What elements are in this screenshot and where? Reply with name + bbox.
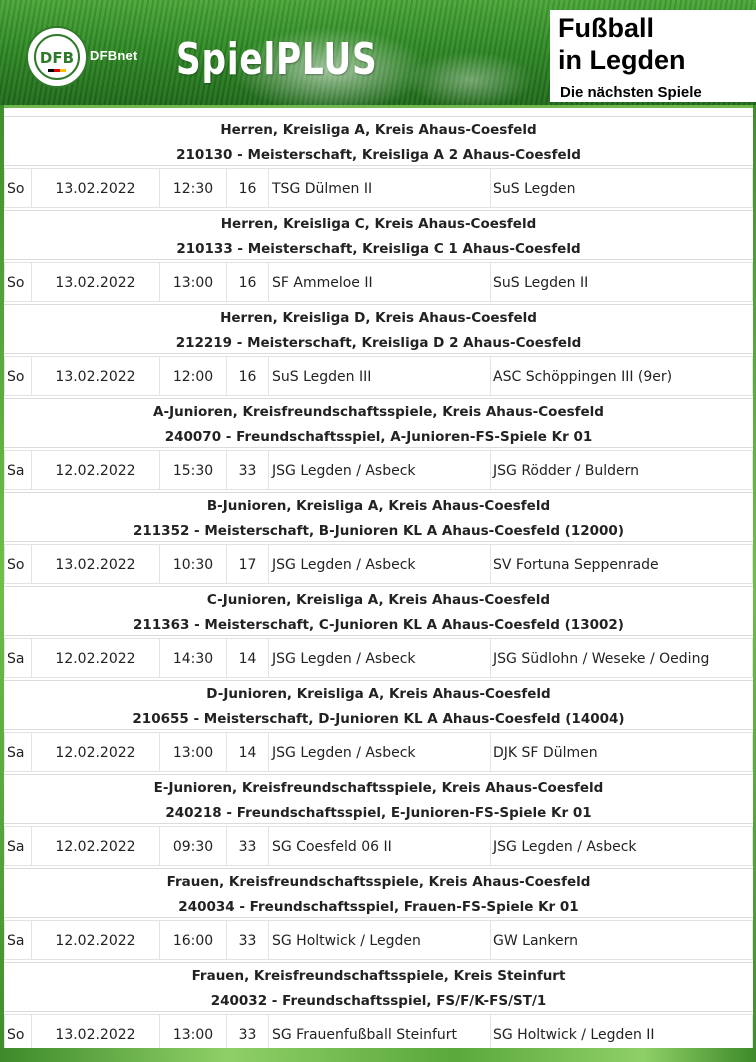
match-day: So bbox=[4, 544, 32, 584]
match-day: So bbox=[4, 262, 32, 302]
home-team: JSG Legden / Asbeck bbox=[269, 544, 491, 584]
competition-name: 210133 - Meisterschaft, Kreisliga C 1 Ahaus-Coesfeld bbox=[176, 241, 581, 257]
league-header bbox=[4, 962, 753, 1012]
home-team: JSG Legden / Asbeck bbox=[269, 450, 491, 490]
match-row[interactable] bbox=[4, 826, 753, 866]
dfbnet-label: DFBnet bbox=[90, 48, 138, 63]
dfb-logo[interactable] bbox=[28, 28, 86, 86]
away-team: GW Lankern bbox=[491, 920, 753, 960]
match-minutes: 16 bbox=[227, 356, 269, 396]
match-time: 13:00 bbox=[160, 1014, 227, 1054]
title-line-1: Fußball bbox=[558, 13, 654, 43]
home-team: SG Coesfeld 06 II bbox=[269, 826, 491, 866]
league-header bbox=[4, 210, 753, 260]
league-name: Frauen, Kreisfreundschaftsspiele, Kreis Ahaus-Coesfeld bbox=[166, 874, 591, 890]
league-header bbox=[4, 116, 753, 166]
match-minutes: 33 bbox=[227, 920, 269, 960]
match-date: 13.02.2022 bbox=[32, 356, 160, 396]
match-minutes: 14 bbox=[227, 638, 269, 678]
match-schedule bbox=[4, 116, 753, 1056]
league-header bbox=[4, 868, 753, 918]
away-team: JSG Rödder / Buldern bbox=[491, 450, 753, 490]
match-date: 13.02.2022 bbox=[32, 262, 160, 302]
league-header bbox=[4, 398, 753, 448]
league-header bbox=[4, 492, 753, 542]
away-team: SuS Legden II bbox=[491, 262, 753, 302]
logo-lettering: DFB bbox=[39, 49, 75, 67]
league-header bbox=[4, 774, 753, 824]
match-row[interactable] bbox=[4, 638, 753, 678]
home-team: JSG Legden / Asbeck bbox=[269, 638, 491, 678]
competition-name: 240034 - Freundschaftsspiel, Frauen-FS-Spiele Kr 01 bbox=[178, 899, 579, 915]
match-date: 13.02.2022 bbox=[32, 544, 160, 584]
match-time: 09:30 bbox=[160, 826, 227, 866]
match-time: 13:00 bbox=[160, 732, 227, 772]
match-date: 12.02.2022 bbox=[32, 920, 160, 960]
league-name: C-Junioren, Kreisliga A, Kreis Ahaus-Coesfeld bbox=[206, 592, 551, 608]
competition-name: 210130 - Meisterschaft, Kreisliga A 2 Ahaus-Coesfeld bbox=[176, 147, 581, 163]
match-date: 12.02.2022 bbox=[32, 732, 160, 772]
frame-bottom bbox=[0, 1048, 756, 1062]
league-name: B-Junioren, Kreisliga A, Kreis Ahaus-Coesfeld bbox=[206, 498, 551, 514]
league-header bbox=[4, 304, 753, 354]
away-team: ASC Schöppingen III (9er) bbox=[491, 356, 753, 396]
match-minutes: 14 bbox=[227, 732, 269, 772]
competition-name: 240070 - Freundschaftsspiel, A-Junioren-FS-Spiele Kr 01 bbox=[164, 429, 593, 445]
match-time: 13:00 bbox=[160, 262, 227, 302]
match-date: 13.02.2022 bbox=[32, 168, 160, 208]
spielplus-wordmark: SpielPLUS bbox=[176, 34, 378, 85]
match-date: 12.02.2022 bbox=[32, 450, 160, 490]
dfb-emblem-icon bbox=[31, 31, 83, 83]
title-line-2: in Legden bbox=[558, 45, 686, 75]
competition-name: 210655 - Meisterschaft, D-Junioren KL A Ahaus-Coesfeld (14004) bbox=[132, 711, 625, 727]
home-team: TSG Dülmen II bbox=[269, 168, 491, 208]
away-team: SuS Legden bbox=[491, 168, 753, 208]
match-day: Sa bbox=[4, 450, 32, 490]
match-row[interactable] bbox=[4, 450, 753, 490]
header-banner bbox=[0, 0, 756, 108]
match-row[interactable] bbox=[4, 262, 753, 302]
match-minutes: 16 bbox=[227, 168, 269, 208]
league-name: Herren, Kreisliga A, Kreis Ahaus-Coesfeld bbox=[220, 122, 537, 138]
away-team: JSG Legden / Asbeck bbox=[491, 826, 753, 866]
match-minutes: 16 bbox=[227, 262, 269, 302]
match-date: 13.02.2022 bbox=[32, 1014, 160, 1054]
league-name: Herren, Kreisliga D, Kreis Ahaus-Coesfeld bbox=[220, 310, 537, 326]
home-team: SG Holtwick / Legden bbox=[269, 920, 491, 960]
page-title bbox=[558, 12, 754, 76]
match-row[interactable] bbox=[4, 168, 753, 208]
match-row[interactable] bbox=[4, 732, 753, 772]
match-time: 15:30 bbox=[160, 450, 227, 490]
match-minutes: 33 bbox=[227, 826, 269, 866]
match-day: Sa bbox=[4, 638, 32, 678]
competition-name: 211363 - Meisterschaft, C-Junioren KL A Ahaus-Coesfeld (13002) bbox=[133, 617, 624, 633]
match-row[interactable] bbox=[4, 356, 753, 396]
league-name: A-Junioren, Kreisfreundschaftsspiele, Kreis Ahaus-Coesfeld bbox=[153, 404, 604, 420]
away-team: DJK SF Dülmen bbox=[491, 732, 753, 772]
competition-name: 212219 - Meisterschaft, Kreisliga D 2 Ahaus-Coesfeld bbox=[175, 335, 582, 351]
title-box bbox=[550, 10, 756, 102]
page-subtitle: Die nächsten Spiele bbox=[560, 84, 702, 101]
league-name: E-Junioren, Kreisfreundschaftsspiele, Kreis Ahaus-Coesfeld bbox=[153, 780, 604, 796]
match-day: Sa bbox=[4, 920, 32, 960]
match-row[interactable] bbox=[4, 544, 753, 584]
league-name: Frauen, Kreisfreundschaftsspiele, Kreis Steinfurt bbox=[191, 968, 566, 984]
match-day: Sa bbox=[4, 826, 32, 866]
league-header bbox=[4, 586, 753, 636]
competition-name: 240218 - Freundschaftsspiel, E-Junioren-FS-Spiele Kr 01 bbox=[165, 805, 592, 821]
match-minutes: 17 bbox=[227, 544, 269, 584]
home-team: JSG Legden / Asbeck bbox=[269, 732, 491, 772]
match-minutes: 33 bbox=[227, 450, 269, 490]
match-day: So bbox=[4, 1014, 32, 1054]
match-time: 16:00 bbox=[160, 920, 227, 960]
match-time: 10:30 bbox=[160, 544, 227, 584]
match-time: 14:30 bbox=[160, 638, 227, 678]
match-day: So bbox=[4, 356, 32, 396]
league-name: Herren, Kreisliga C, Kreis Ahaus-Coesfeld bbox=[220, 216, 537, 232]
match-time: 12:00 bbox=[160, 356, 227, 396]
home-team: SuS Legden III bbox=[269, 356, 491, 396]
competition-name: 240032 - Freundschaftsspiel, FS/F/K-FS/ST/1 bbox=[210, 993, 547, 1009]
match-date: 12.02.2022 bbox=[32, 638, 160, 678]
home-team: SF Ammeloe II bbox=[269, 262, 491, 302]
away-team: JSG Südlohn / Weseke / Oeding bbox=[491, 638, 753, 678]
away-team: SG Holtwick / Legden II bbox=[491, 1014, 753, 1054]
away-team: SV Fortuna Seppenrade bbox=[491, 544, 753, 584]
match-time: 12:30 bbox=[160, 168, 227, 208]
match-day: Sa bbox=[4, 732, 32, 772]
home-team: SG Frauenfußball Steinfurt bbox=[269, 1014, 491, 1054]
competition-name: 211352 - Meisterschaft, B-Junioren KL A Ahaus-Coesfeld (12000) bbox=[133, 523, 624, 539]
match-day: So bbox=[4, 168, 32, 208]
match-row[interactable] bbox=[4, 920, 753, 960]
league-header bbox=[4, 680, 753, 730]
match-minutes: 33 bbox=[227, 1014, 269, 1054]
league-name: D-Junioren, Kreisliga A, Kreis Ahaus-Coesfeld bbox=[206, 686, 551, 702]
match-date: 12.02.2022 bbox=[32, 826, 160, 866]
